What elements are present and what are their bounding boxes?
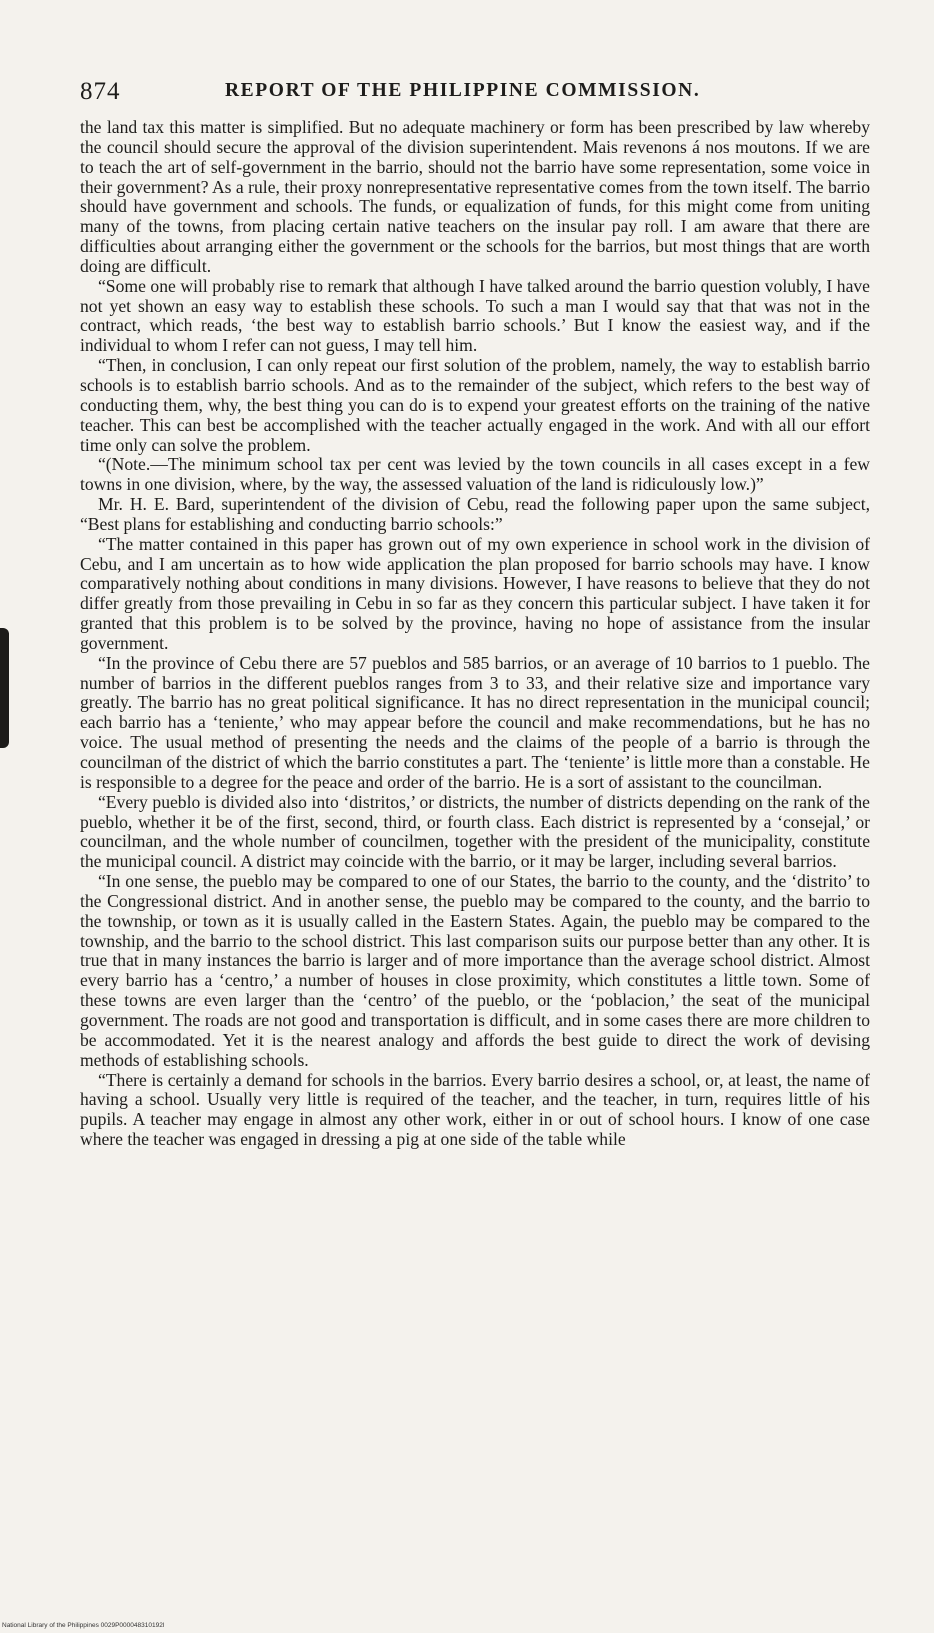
paragraph: “The matter contained in this paper has grown out of my own experience in school work in the division of Cebu, and I am uncertain as to how wide application the plan proposed for barrio schools may have. I know comparatively nothing about conditions in many divisions. However, I have reasons to believe that they do not differ greatly from those prevailing in Cebu in so far as they concern this particular subject. I have taken it for granted that this problem is to be solved by the province, having no hope of assistance from the insular government. [80, 533, 870, 653]
paragraph: the land tax this matter is simplified. But no adequate machinery or form has been prescribed by law whereby the council should secure the approval of the division superintendent. Mais revenons á nos moutons. If we are to teach the art of self-government in the barrio, should not the barrio have some representation, some voice in their government? As a rule, their proxy nonrepresentative representative comes from the town itself. The barrio should have government and schools. The funds, or equalization of funds, for this might come from uniting many of the towns, from placing certain native teachers on the insular pay roll. I am aware that there are difficulties about arranging either the government or the schools for the barrios, but most things that are worth doing are difficult. [80, 117, 870, 276]
paragraph: Mr. H. E. Bard, superintendent of the division of Cebu, read the following paper upon the same subject, “Best plans for establishing and conducting barrio schools:” [80, 494, 870, 534]
running-head: REPORT OF THE PHILIPPINE COMMISSION. [225, 80, 701, 101]
page-header [80, 72, 870, 112]
paragraph: “There is certainly a demand for schools in the barrios. Every barrio desires a school, or, at least, the name of having a school. Usually very little is required of the teacher, and the teacher, in turn, requires little of his pupils. A teacher may engage in almost any other work, either in or out of school hours. I know of one case where the teacher was engaged in dressing a pig at one side of the table while [80, 1069, 870, 1150]
binding-shadow [0, 628, 9, 748]
paragraph: “Then, in conclusion, I can only repeat our first solution of the problem, namely, the way to establish barrio schools is to establish barrio schools. And as to the remainder of the subject, which refers to the best way of conducting them, why, the best thing you can do is to expend your greatest efforts on the training of the native teacher. This can best be accomplished with the teacher actually engaged in the work. And with all our effort time only can solve the problem. [80, 355, 870, 455]
paragraph: “Some one will probably rise to remark that although I have talked around the barrio question volubly, I have not yet shown an easy way to establish these schools. To such a man I would say that that was not in the contract, which reads, ‘the best way to establish barrio schools.’ But I know the easiest way, and if the individual to whom I refer can not guess, I may tell him. [80, 275, 870, 356]
paragraph: “In the province of Cebu there are 57 pueblos and 585 barrios, or an average of 10 barrios to 1 pueblo. The number of barrios in the different pueblos ranges from 3 to 33, and their relative size and importance vary greatly. The barrio has no great political significance. It has no direct representation in the municipal council; each barrio has a ‘teniente,’ who may appear before the council and make recommendations, but he has no voice. The usual method of presenting the needs and the claims of the people of a barrio is through the councilman of the district of which the barrio constitutes a part. The ‘teniente’ is little more than a constable. He is responsible to a degree for the peace and order of the barrio. He is a sort of assistant to the councilman. [80, 652, 870, 792]
scan-identifier: National Library of the Philippines 0029P000048310192l [2, 1622, 165, 1629]
body-text [80, 118, 870, 1150]
paragraph: “(Note.—The minimum school tax per cent was levied by the town councils in all cases except in a few towns in one division, where, by the way, the assessed valuation of the land is ridiculously low.)” [80, 454, 870, 495]
paragraph: “In one sense, the pueblo may be compared to one of our States, the barrio to the county, and the ‘distrito’ to the Congressional district. And in another sense, the pueblo may be compared to the county, and the barrio to the township, or town as it is usually called in the Eastern States. Again, the pueblo may be compared to the township, and the barrio to the school district. This last comparison suits our purpose better than any other. It is true that in many instances the barrio is larger and of more importance than the average school district. Almost every barrio has a ‘centro,’ a number of houses in close proximity, which constitutes a little town. Some of these towns are even larger than the ‘centro’ of the pueblo, or the ‘poblacion,’ the seat of the municipal government. The roads are not good and transportation is difficult, and in some cases there are more children to be accommodated. Yet it is the nearest analogy and affords the best guide to direct the work of devising methods of establishing schools. [80, 871, 870, 1070]
page-number: 874 [80, 78, 121, 105]
paragraph: “Every pueblo is divided also into ‘distritos,’ or districts, the number of districts depending on the rank of the pueblo, whether it be of the first, second, third, or fourth class. Each district is represented by a ‘consejal,’ or councilman, and the whole number of councilmen, together with the president of the municipality, constitute the municipal council. A district may coincide with the barrio, or it may be larger, including several barrios. [80, 791, 870, 872]
